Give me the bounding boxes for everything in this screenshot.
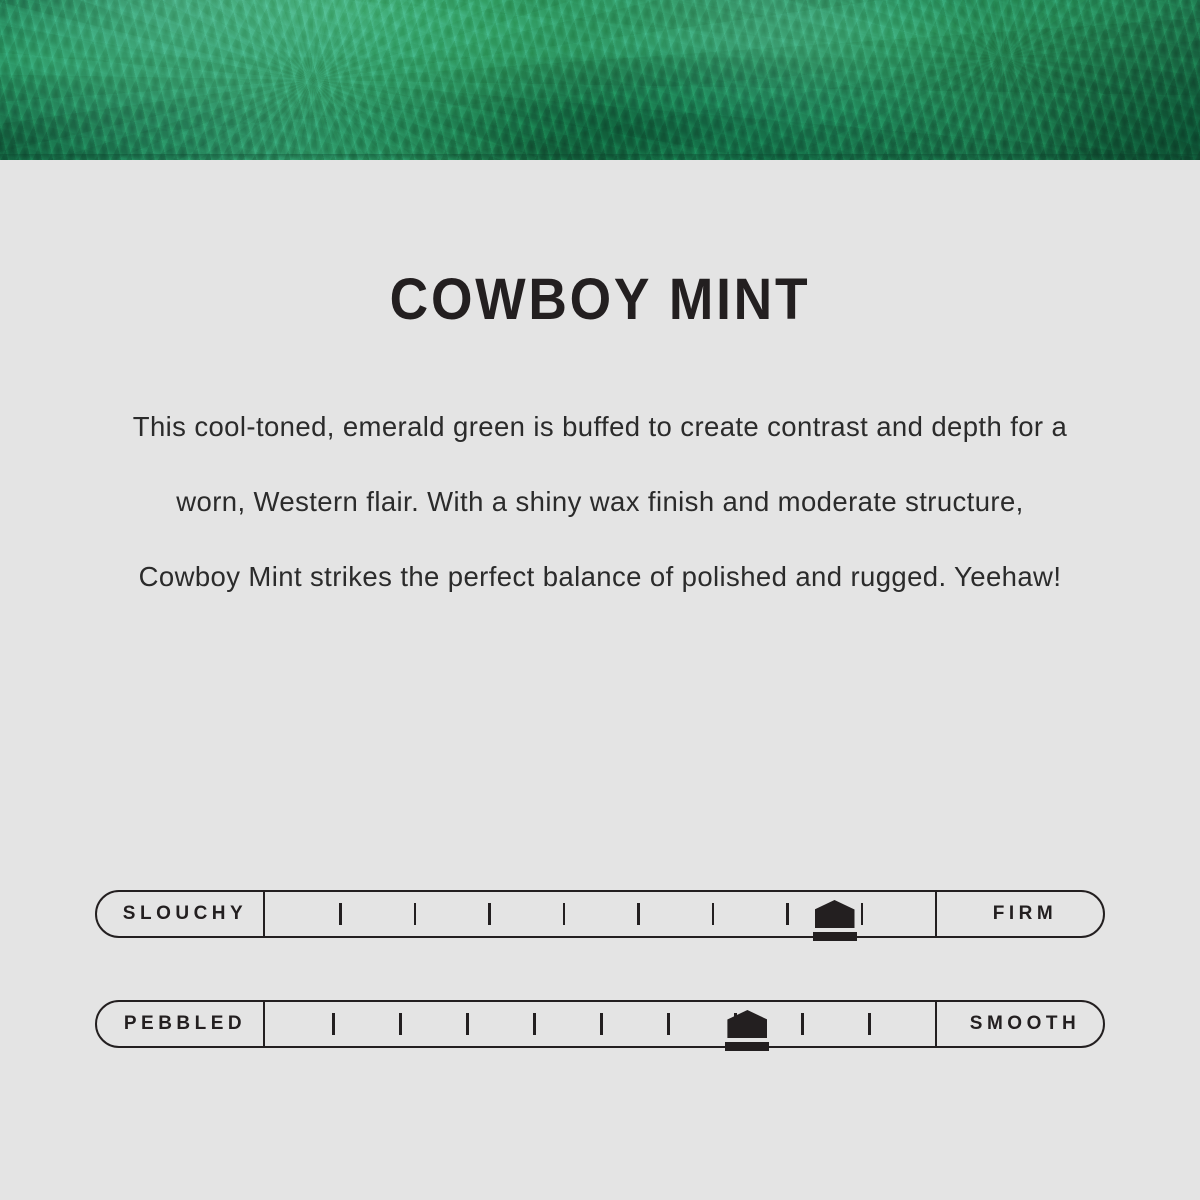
slider-tick <box>399 1013 402 1035</box>
product-description: This cool-toned, emerald green is buffed to create contrast and depth for a worn, Western flair. With a shiny wax finish and moderate structure, Cowboy Mint strikes the perfect balance of polished and rugged. Yeehaw! <box>132 411 1068 592</box>
slider-tick <box>563 903 566 925</box>
slider-tick <box>332 1013 335 1035</box>
slider-tick <box>637 903 640 925</box>
slider-texture[interactable] <box>95 1000 1105 1048</box>
slider-tick <box>712 903 715 925</box>
attribute-sliders <box>0 890 1200 1110</box>
slider-tick <box>667 1013 670 1035</box>
slider-thumb[interactable] <box>725 1010 769 1051</box>
slider-ticks <box>265 1000 935 1048</box>
slider-tick <box>339 903 342 925</box>
slider-tick <box>861 903 864 925</box>
slider-left-label: PEBBLED <box>95 1000 265 1048</box>
slider-thumb[interactable] <box>813 900 857 941</box>
slider-structure[interactable] <box>95 890 1105 938</box>
slider-thumb-base <box>813 932 857 941</box>
slider-tick <box>414 903 417 925</box>
slider-right-label: SMOOTH <box>935 1000 1105 1048</box>
slider-thumb-base <box>725 1042 769 1051</box>
slider-right-label: FIRM <box>935 890 1105 938</box>
slider-tick <box>600 1013 603 1035</box>
slider-thumb-head <box>727 1010 767 1038</box>
slider-thumb-head <box>815 900 855 928</box>
swatch-buff-streaks <box>0 0 1200 160</box>
slider-tick <box>786 903 789 925</box>
text-content <box>0 160 1200 614</box>
slider-tick <box>533 1013 536 1035</box>
page-title: COWBOY MINT <box>389 267 811 332</box>
slider-tick <box>868 1013 871 1035</box>
slider-tick <box>801 1013 804 1035</box>
slider-tick <box>488 903 491 925</box>
slider-tick <box>466 1013 469 1035</box>
slider-left-label: SLOUCHY <box>95 890 265 938</box>
leather-swatch-image <box>0 0 1200 160</box>
